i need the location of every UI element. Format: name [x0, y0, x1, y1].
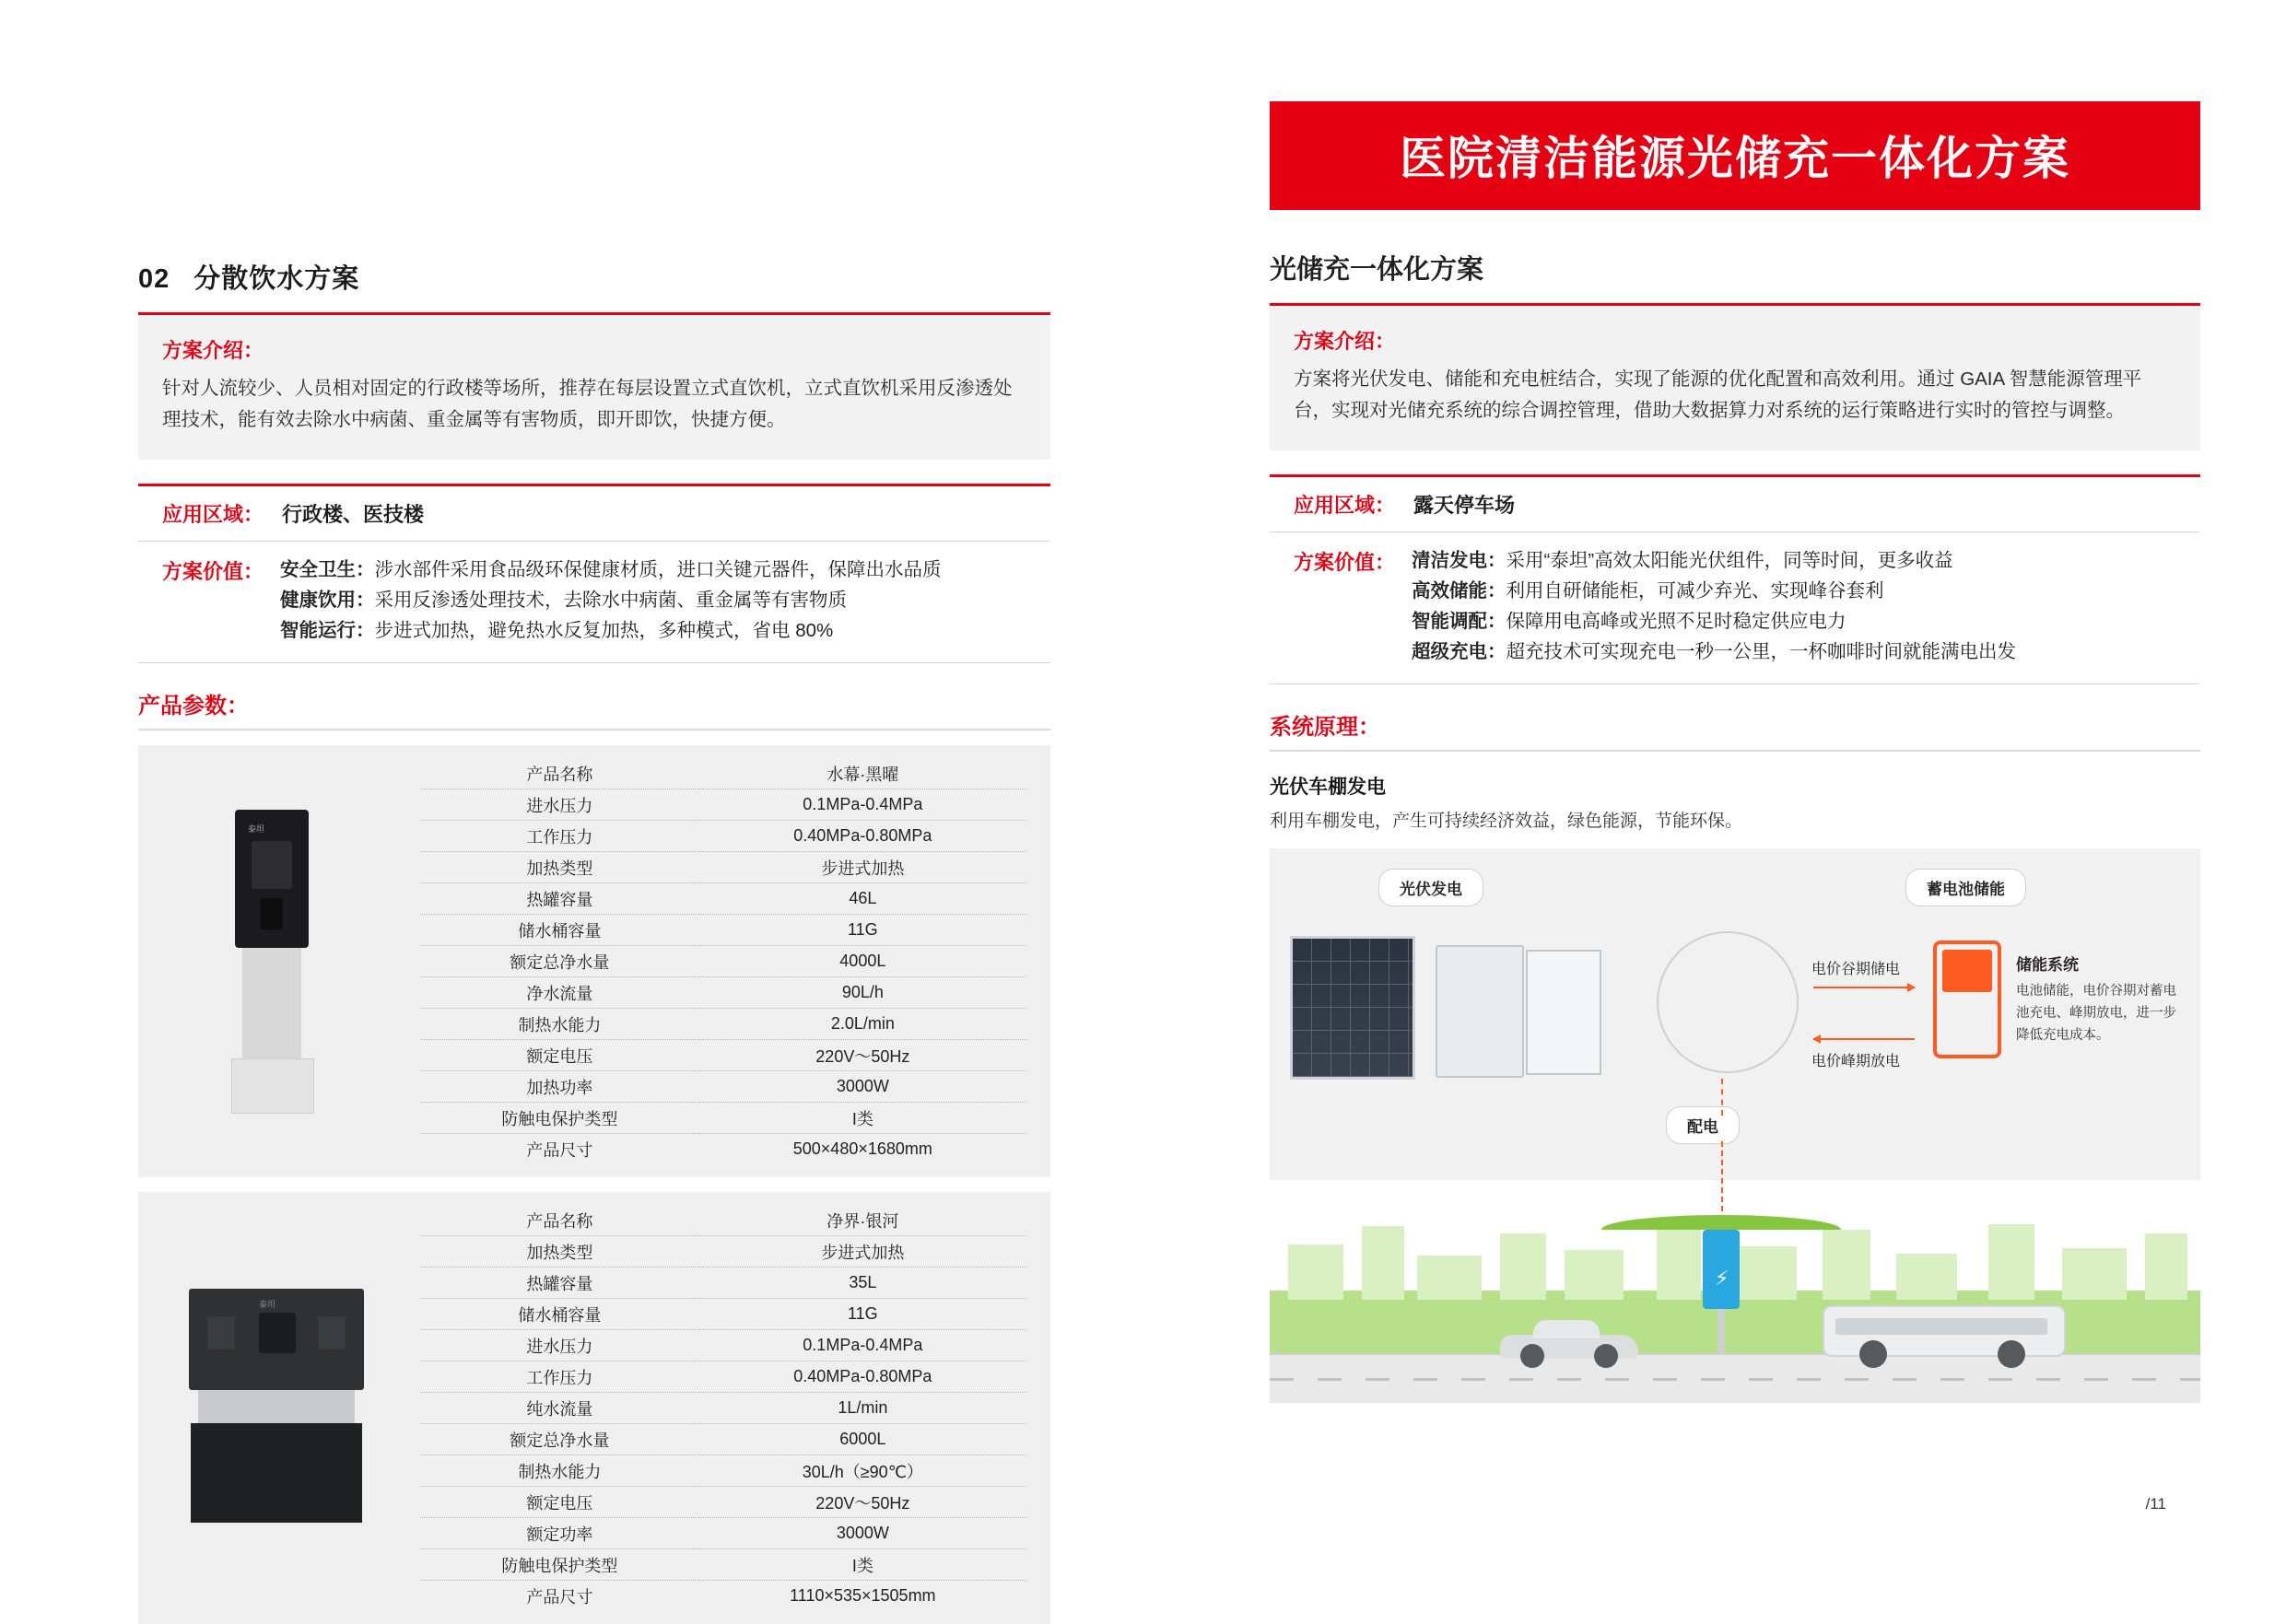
table-row: 产品尺寸 500×480×1680mm [526, 1139, 932, 1160]
table-row: 额定功率 3000W [420, 1518, 1026, 1549]
value-item: 清洁发电：采用“泰坦”高效太阳能光伏组件，同等时间，更多收益 [1412, 550, 1953, 571]
power-tower-icon [1657, 931, 1799, 1073]
table-row: 纯水流量 1L/min [420, 1393, 1026, 1424]
value-item: 智能运行：步进式加热，避免热水反复加热，多种模式，省电 80% [280, 620, 834, 641]
value-label: 方案价值： [162, 560, 264, 583]
value-item: 智能调配：保障用电高峰或光照不足时稳定供应电力 [1412, 611, 1846, 632]
product-image [138, 745, 415, 1177]
table-row: 加热功率 3000W [420, 1071, 1026, 1103]
table-row: 防触电保护类型 I类 [420, 1549, 1026, 1581]
table-row: 防触电保护类型 I类 [420, 1103, 1026, 1134]
table-row: 进水压力 0.1MPa-0.4MPa [420, 789, 1026, 821]
params-label: 产品参数： [138, 694, 249, 719]
arrow-release-label: 电价峰期放电 [1811, 1054, 1901, 1069]
intro-label: 方案介绍： [162, 339, 264, 362]
area-value: 行政楼、医技楼 [282, 503, 425, 526]
table-row: 工作压力 0.40MPa-0.80MPa [420, 1361, 1026, 1393]
storage-cabinet-icon [1526, 950, 1601, 1075]
product-card [138, 745, 1050, 1177]
right-value-label: 方案价值： [1294, 551, 1396, 574]
right-intro-text: 方案将光伏发电、储能和充电桩结合，实现了能源的优化配置和高效利用。通过 GAIA 智慧能源管理平台，实现对光储充系统的综合调控管理，借助大数据算力对系统的运行策略进行实时的管控与调整。 [1294, 368, 2142, 421]
value-item: 健康饮用：采用反渗透处理技术，去除水中病菌、重金属等有害物质 [280, 590, 848, 611]
table-row: 进水压力 0.1MPa-0.4MPa [420, 1330, 1026, 1361]
principle-block [1270, 772, 2200, 835]
table-row: 制热水能力 2.0L/min [420, 1009, 1026, 1040]
section-heading [138, 258, 1050, 296]
tag-battery-storage: 蓄电池储能 [1905, 869, 2026, 906]
principle-label: 系统原理： [1270, 715, 1380, 740]
table-row: 额定总净水量 6000L [420, 1424, 1026, 1455]
spec-table [420, 758, 1026, 1164]
tag-distribution: 配电 [1666, 1106, 1740, 1144]
application-area-row [138, 486, 1050, 541]
table-row: 产品尺寸 1110×535×1505mm [526, 1586, 936, 1606]
value-list [280, 555, 942, 646]
value-item: 安全卫生：涉水部件采用食品级环保健康材质，进口关键元器件，保障出水品质 [280, 559, 942, 580]
inverter-cabinet-icon [1436, 945, 1524, 1078]
area-label: 应用区域： [162, 503, 264, 526]
dashed-connector [1721, 1141, 1723, 1221]
product-image [138, 1192, 415, 1624]
value-item: 超级充电：超充技术可实现充电一秒一公里，一杯咖啡时间就能满电出发 [1412, 641, 2017, 662]
right-value-list [1412, 545, 2016, 667]
arrow-store-label: 电价谷期储电 [1811, 962, 1901, 977]
right-area-label: 应用区域： [1294, 494, 1396, 517]
arrow-release [1813, 1038, 1915, 1040]
table-row: 额定电压 220V～50Hz [420, 1487, 1026, 1518]
storage-system-title: 储能系统 [2016, 956, 2079, 974]
table-row: 热罐容量 46L [420, 883, 1026, 915]
arrow-store [1813, 987, 1915, 988]
page-number: /11 [2145, 1495, 2166, 1513]
table-row: 热罐容量 35L [420, 1268, 1026, 1299]
product-spec [415, 745, 1050, 1177]
table-row: 产品名称 水幕·黑曜 [420, 758, 1026, 789]
value-divider [138, 662, 1050, 663]
bus-illustration [1823, 1307, 2062, 1368]
principle-title: 光伏车棚发电 [1270, 777, 1386, 798]
right-area-value: 露天停车场 [1413, 494, 1516, 517]
table-row: 加热类型 步进式加热 [420, 852, 1026, 883]
car-illustration [1500, 1324, 1638, 1368]
section-title: 分散饮水方案 [193, 264, 360, 294]
right-intro-label: 方案介绍： [1294, 330, 1396, 353]
section-number: 02 [138, 264, 170, 294]
dashed-connector [1721, 1079, 1723, 1116]
water-dispenser-illustration: 泰坦 [207, 810, 346, 1114]
table-row: 额定电压 220V～50Hz [420, 1040, 1026, 1071]
table-row: 储水桶容量 11G [420, 915, 1026, 946]
storage-system-note [2016, 952, 2182, 1046]
value-block [138, 542, 1050, 662]
table-row: 工作压力 0.40MPa-0.80MPa [420, 821, 1026, 852]
right-value-divider [1270, 683, 2200, 684]
table-row: 储水桶容量 11G [420, 1299, 1026, 1330]
right-value-block [1270, 532, 2200, 683]
product-card [138, 1192, 1050, 1624]
system-diagram [1270, 848, 2200, 1410]
left-page [138, 258, 1050, 1624]
principle-divider [1270, 750, 2200, 752]
table-row: 加热类型 步进式加热 [420, 1236, 1026, 1268]
principle-text: 利用车棚发电，产生可持续经济效益，绿色能源，节能环保。 [1270, 812, 1743, 831]
water-station-illustration: 泰坦 [170, 1289, 382, 1528]
lightning-bolt-icon: ⚡ [1715, 1267, 1729, 1290]
value-item: 高效储能：利用自研储能柜，可减少弃光、实现峰谷套利 [1412, 580, 1884, 602]
right-intro-panel [1270, 306, 2200, 450]
right-section-title: 光储充一体化方案 [1270, 255, 1484, 285]
table-row: 制热水能力 30L/h（≥90℃） [420, 1455, 1026, 1487]
solar-panel-icon [1290, 936, 1415, 1080]
table-row: 净水流量 90L/h [420, 977, 1026, 1009]
intro-text: 针对人流较少、人员相对固定的行政楼等场所，推荐在每层设置立式直饮机，立式直饮机采用反渗透处理技术，能有效去除水中病菌、重金属等有害物质，即开即饮，快捷方便。 [162, 378, 1013, 430]
right-page [1270, 101, 2200, 1410]
intro-panel [138, 315, 1050, 460]
table-row: 额定总净水量 4000L [420, 946, 1026, 977]
battery-icon [1933, 941, 2001, 1058]
storage-system-text: 电池储能，电价谷期对蓄电池充电、峰期放电，进一步降低充电成本。 [2016, 984, 2176, 1043]
table-row: 产品名称 净界·银河 [420, 1205, 1026, 1236]
right-application-area-row [1270, 477, 2200, 532]
params-divider [138, 729, 1050, 730]
tag-pv-generation: 光伏发电 [1378, 869, 1483, 906]
product-spec [415, 1192, 1050, 1624]
banner-title: 医院清洁能源光储充一体化方案 [1270, 101, 2200, 210]
